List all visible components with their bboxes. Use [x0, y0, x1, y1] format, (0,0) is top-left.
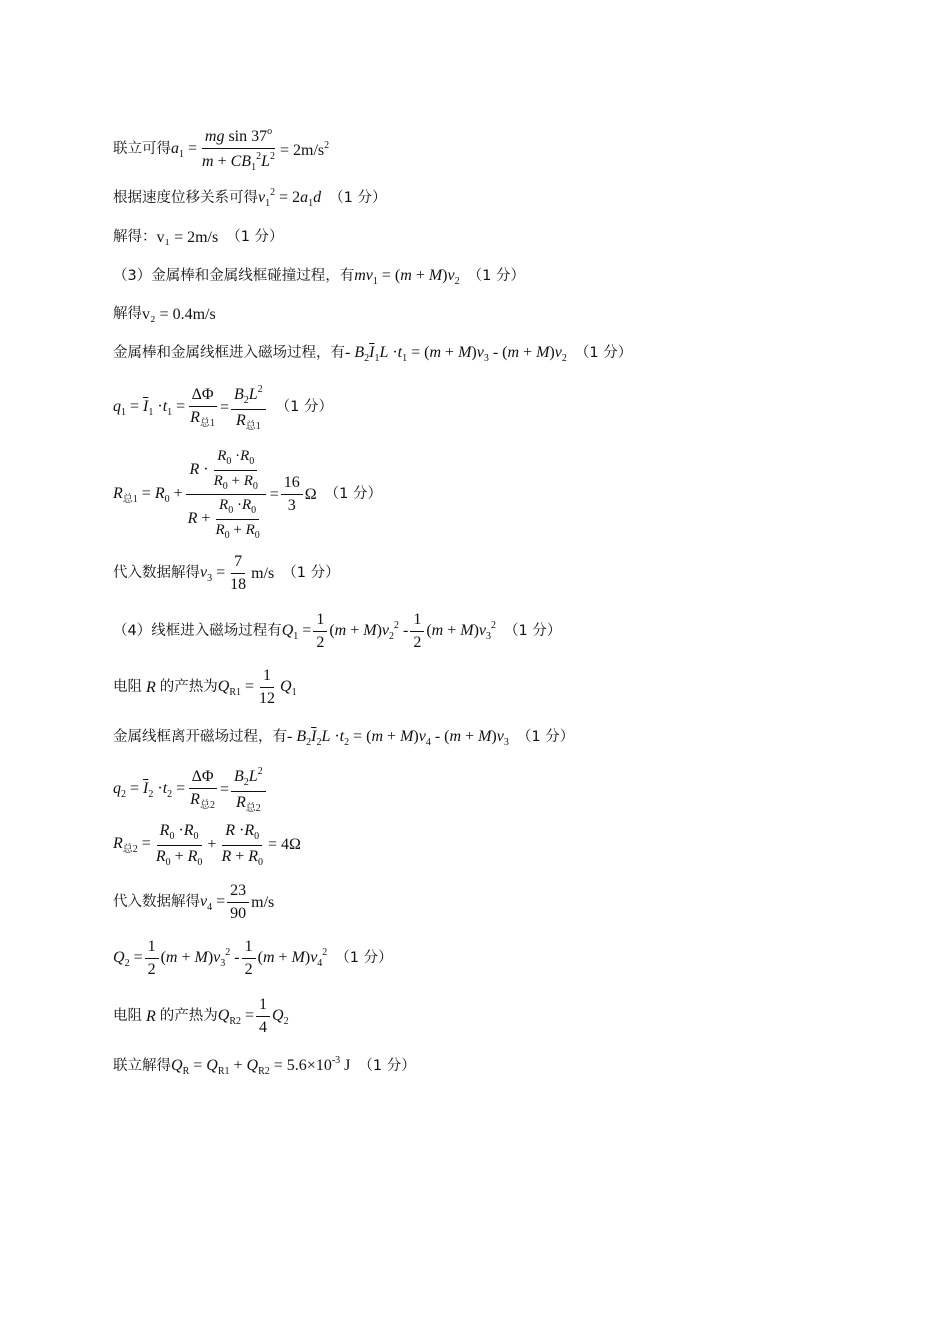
math-q1: $q_1 = \overline{I}_1 \cdot t_1$ = [113, 398, 186, 418]
math-v2-value: v₂ = 0.4m/s [142, 306, 216, 323]
math-v1-squared: $v_1^2 = 2a_1d$ [258, 187, 322, 209]
fraction-16-3: $\frac{16}{3}$ [281, 474, 303, 516]
eq-total-resistance-2: $R_{总2}$ = $\frac{R_0 \cdot R_0}{R_0 + R_0}$ + $\frac{R \cdot R_0}{R + R_0}$ = 4Ω [113, 822, 301, 868]
score-badge: （1 分） [335, 950, 393, 967]
label-heat: 的产热为 [159, 679, 218, 696]
eq-heat-r2: 电阻 R 的产热为 $Q_{R2}$ = $\frac{1}{4}$ $Q_2$ [113, 996, 289, 1037]
fraction-half: $\frac{1}{2}$ [410, 611, 424, 653]
math-r-total-1: $R_{总1} = R_0$ + [113, 484, 183, 505]
score-badge: （1 分） [282, 565, 340, 582]
fraction-flux: $\frac{\Delta\Phi}{R_{总1}}$ [190, 386, 215, 430]
fraction-7-18: $\frac{7}{18}$ [230, 553, 247, 594]
eq-final-heat [113, 1055, 910, 1078]
fraction-1-4: $\frac{1}{4}$ [256, 996, 270, 1038]
eq-heat-q1: （4）线框进入磁场过程有 $Q_1$ = $\frac{1}{2}$ $(m + M)v_2^2$ - $\frac{1}{2}$ $(m + M)v_3^2$ （1 分） [113, 611, 562, 652]
fraction-flux-2: $\frac{\Delta\Phi}{R_{总2}}$ [190, 768, 215, 812]
eq-velocity-displacement [113, 187, 910, 210]
eq-collision [113, 266, 910, 288]
math-v1-value: v₁ = 2m/s [156, 229, 219, 246]
eq-v2-result [113, 305, 910, 324]
eq-leave-field [113, 727, 910, 749]
score-badge: （1 分） [516, 729, 575, 746]
math-impulse-enter: - $B_2\overline{I}_1L \cdot t_1 = (m + M)v_3 - (m + M)v_2$ [345, 344, 567, 364]
score-badge: （1 分） [329, 189, 387, 206]
score-badge: （1 分） [358, 1057, 416, 1074]
label-velocity-displacement: 根据速度位移关系可得 [113, 189, 258, 206]
label-solve-v3: 代入数据解得 [113, 565, 200, 582]
label-combine: 联立可得 [113, 141, 171, 158]
fraction-half: $\frac{1}{2}$ [313, 611, 327, 653]
label-leave-field: 金属线框离开磁场过程，有 [113, 729, 287, 746]
fraction-complex-resistance: R · $\frac{R_0 \cdot R_0}{R_0 + R_0}$ R + $\frac{R_0 \cdot R_0}{R_0 + R_0}$ [185, 448, 268, 541]
fraction-half: $\frac{1}{2}$ [242, 938, 256, 980]
fraction-rr0: $\frac{R \cdot R_0}{R + R_0}$ [221, 822, 264, 868]
math-a1: $a_1$ = [171, 139, 198, 160]
score-badge: （1 分） [574, 345, 633, 362]
eq-heat-q2: $Q_2$ = $\frac{1}{2}$ $(m + M)v_3^2$ - $\frac{1}{2}$ $(m + M)v_4^2$ （1 分） [113, 938, 393, 979]
label-enter-field: 金属棒和金属线框进入磁场过程，有 [113, 345, 345, 362]
eq-enter-field [113, 343, 910, 365]
math-impulse-leave: - $B_2\overline{I}_2L \cdot t_2 = (m + M)v_4 - (m + M)v_3$ [287, 728, 509, 748]
label-resistor: 电阻 [113, 1008, 142, 1025]
eq-charge-q2: $q_2 = \overline{I}_2 \cdot t_2$ = $\frac{\Delta\Phi}{R_{总2}}$ = $\frac{B_2L^2}{R_{总2}}$ [113, 766, 910, 814]
eq-v3-result: 代入数据解得 $v_3$ = $\frac{7}{18}$ m/s （1 分） [113, 553, 340, 594]
fraction-bl-over-r: $\frac{B_2L^2}{R_{总1}}$ [231, 384, 266, 432]
label-solve-v4: 代入数据解得 [113, 894, 200, 911]
math-v3: $v_3$ = [200, 563, 226, 584]
eq-v4-result: 代入数据解得 $v_4$ = $\frac{23}{90}$ m/s [113, 882, 275, 923]
eq-heat-r1: 电阻 R 的产热为 $Q_{R1}$ = $\frac{1}{12}$ $Q_1$ [113, 667, 297, 708]
score-badge: （1 分） [275, 399, 334, 416]
eq-acceleration: 联立可得 $a_1$ = $\frac{mg \sin 37^o}{m + CB_1^2L^2}$ = $2m/s^2$ [113, 126, 330, 174]
fraction-half: $\frac{1}{2}$ [145, 938, 159, 980]
fraction-bl-over-r-2: $\frac{B_2L^2}{R_{总2}}$ [231, 766, 266, 814]
label-solve: 解得： [113, 228, 157, 245]
eq-charge-q1: $q_1 = \overline{I}_1 \cdot t_1$ = $\frac{\Delta\Phi}{R_{总1}}$ = $\frac{B_2L^2}{R_{总1}}$ （1 分） [113, 384, 334, 432]
math-momentum: $mv_1 = (m + M)v_2$ [354, 267, 460, 287]
score-badge: （1 分） [504, 623, 562, 640]
label-heat: 的产热为 [159, 1008, 218, 1025]
math-qr-total: $Q_R = Q_{R1} + Q_{R2} = 5.6\times 10^{-3}$ J [171, 1055, 351, 1077]
fraction-r0r0: $\frac{R_0 \cdot R_0}{R_0 + R_0}$ [155, 822, 203, 868]
label-solve-v2: 解得 [113, 305, 142, 322]
label-frame-enter: （4）线框进入磁场过程有 [113, 623, 282, 640]
label-collision: （3）金属棒和金属线框碰撞过程，有 [113, 268, 355, 285]
eq-v1-result [113, 228, 910, 247]
fraction-23-90: $\frac{23}{90}$ [227, 882, 249, 924]
score-badge: （1 分） [226, 228, 284, 245]
fraction-acceleration: $\frac{mg \sin 37^o}{m + CB_1^2L^2}$ [202, 126, 275, 174]
fraction-1-12: $\frac{1}{12}$ [259, 667, 276, 708]
label-combine-final: 联立解得 [113, 1057, 171, 1074]
score-badge: （1 分） [467, 268, 525, 285]
score-badge: （1 分） [324, 485, 383, 502]
label-resistor: 电阻 [113, 679, 142, 696]
eq-total-resistance-1: $R_{总1} = R_0$ + R · $\frac{R_0 \cdot R_0}{R_0 + R_0}$ R + $\frac{R_0 \cdot R_0}{R_0 + R_0}$ = $\frac{16}{3}$ Ω （1 分） [113, 448, 383, 541]
